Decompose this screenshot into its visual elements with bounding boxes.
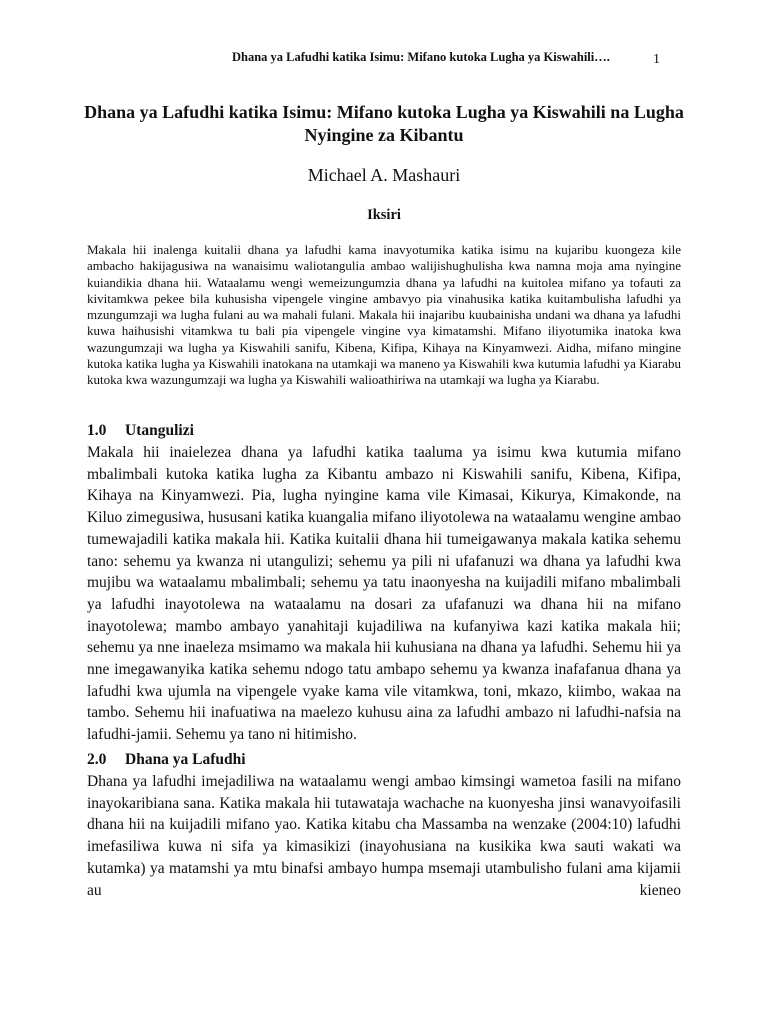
page-number: 1: [653, 52, 660, 67]
section-text-introduction: Makala hii inaielezea dhana ya lafudhi katika taaluma ya isimu kwa kutumia mifano mbalimbali kutoka katika lugha za Kibantu ambazo ni Kiswahili sanifu, Kibena, Kifipa, Kihaya na Kinyamwezi. Pia, lugha nyingine kama vile Kimasai, Kikurya, Kimakonde, na Kiluo zimegusiwa, hususani katika kuangalia mifano iliyotolewa na wataalamu wengine ambao tumewajadili katika makala hii. Katika kuitalii dhana hii tumeigawanya makala katika sehemu tano: sehemu ya kwanza ni utangulizi; sehemu ya pili ni ufafanuzi wa dhana ya lafudhi kwa mujibu wa wataalamu mbalimbali; sehemu ya tatu inaonyesha na kuijadili mifano mbalimbali ya lafudhi inayotolewa na wataalamu na dosari za ufafanuzi wa dhana hii na mifano inayotolewa; mambo ambayo yanahitaji kujadiliwa na kufanyiwa kazi katika makala hii; sehemu ya nne inaeleza msimamo wa makala hii kuhusiana na dhana ya lafudhi. Sehemu hii ya nne imegawanyika katika sehemu ndogo tatu ambapo sehemu ya kwanza inafafanua dhana ya lafudhi kwa ujumla na vipengele vyake kama vile vitamkwa, toni, mkazo, kiimbo, wakaa na tambo. Sehemu hii inafuatiwa na maelezo kuhusu aina za lafudhi ambazo ni lafudhi-nafsia na lafudhi-jamii. Sehemu ya tano ni hitimisho.: [87, 444, 681, 744]
abstract-text: Makala hii inalenga kuitalii dhana ya lafudhi kama inavyotumika katika isimu na kujaribu kuongeza kile ambacho hakijagusiwa na wanaisimu waliotangulia ambao walijishughulisha kwa namna moja ama nyingine kuiandikia dhana hii. Wataalamu wengi wemeizungumzia dhana ya lafudhi na kuitolea mifano ya tofauti za kivitamkwa pekee bila kuhusisha vipengele vingine ambavyo pia vinahusika katika kuitambulisha lafudhi ya mzungumzaji wa lugha fulani au wa mahali fulani. Makala hii inajaribu kuubainisha undani wa dhana ya lafudhi kuwa haihusishi vitamkwa tu bali pia vipengele vingine vya kimatamshi. Mifano iliyotumika inatoka kwa wazungumzaji wa lugha ya Kiswahili sanifu, Kibena, Kifipa, Kihaya na Kinyamwezi. Aidha, mifano mingine kutoka katika lugha ya Kiswahili inatokana na utamkaji wa maneno ya Kiswahili kwa kutumia lafudhi ya Kiarabu kutoka kwa wazungumzaji wa lugha ya Kiswahili walioathiriwa na utamkaji wa lugha ya Kiarabu.: [87, 242, 681, 388]
section-number: 1.0: [87, 422, 107, 439]
section-title: Dhana ya Lafudhi: [125, 751, 246, 768]
section-text-concept: Dhana ya lafudhi imejadiliwa na wataalamu wengi ambao kimsingi wametoa fasili na mifano inayokaribiana sana. Katika makala hii tutawataja wachache na kuonyesha jinsi wanavyoifasili dhana hii na kuijadili mifano yao. Katika kitabu cha Massamba na wenzake (2004:10) lafudhi imefasiliwa kuwa ni sifa ya kimasikizi (inayohusiana na kusikika kwa sauti wakati wa kutamka) ya matamshi ya mtu binafsi ambayo humpa msemaji utambulisho fulani ama kijamii au kieneo: [87, 773, 681, 899]
abstract-heading: Iksiri: [367, 207, 401, 223]
section-heading-concept: [87, 751, 246, 769]
section-number: 2.0: [87, 751, 107, 768]
section-heading-introduction: [87, 422, 194, 440]
author-name: Michael A. Mashauri: [307, 165, 461, 185]
section-title: Utangulizi: [125, 422, 194, 439]
paper-title: Dhana ya Lafudhi katika Isimu: Mifano kutoka Lugha ya Kiswahili na Lugha Nyingine za Kibantu: [84, 102, 684, 145]
running-head: Dhana ya Lafudhi katika Isimu: Mifano kutoka Lugha ya Kiswahili….: [232, 50, 610, 64]
